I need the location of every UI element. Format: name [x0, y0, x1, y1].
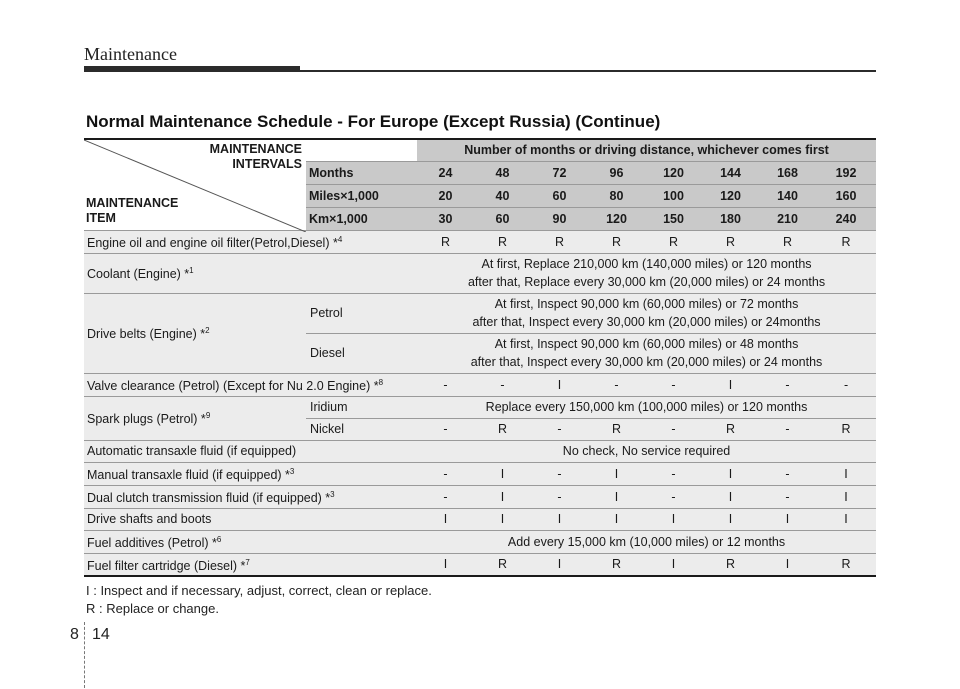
interval-cell: - [645, 485, 702, 508]
table-row-drive-belts-petrol [84, 293, 876, 333]
sub-item-label: Petrol [306, 293, 417, 333]
interval-cell: - [531, 485, 588, 508]
corner-intervals-line2: INTERVALS [232, 157, 302, 171]
item-name [84, 462, 417, 485]
interval-cell: I [474, 485, 531, 508]
interval-text-line2: after that, Replace every 30,000 km (20,000 miles) or 24 months [467, 275, 826, 289]
legend [86, 582, 432, 618]
maintenance-schedule-table [84, 138, 876, 577]
interval-cell: - [759, 485, 816, 508]
table-row-fuel-additives [84, 530, 876, 553]
footnote-ref: 7 [245, 557, 250, 567]
item-name: Drive shafts and boots [84, 508, 417, 530]
page-number: 14 [92, 626, 110, 643]
chapter-number: 8 [70, 626, 79, 643]
interval-cell: R [816, 230, 876, 253]
table-row-coolant [84, 253, 876, 293]
table-row-dual-clutch [84, 485, 876, 508]
interval-cell: I [816, 462, 876, 485]
interval-cell: - [417, 485, 474, 508]
miles-cell: 120 [702, 184, 759, 207]
km-label: Km×1,000 [306, 207, 417, 230]
footnote-ref: 6 [216, 534, 222, 544]
months-cell: 120 [645, 161, 702, 184]
interval-cell: I [702, 508, 759, 530]
interval-cell: R [474, 230, 531, 253]
interval-cell: - [759, 462, 816, 485]
km-cell: 90 [531, 207, 588, 230]
page-number-separator [84, 622, 85, 688]
interval-cell: R [531, 230, 588, 253]
item-name-text: Manual transaxle fluid (if equipped) * [87, 468, 290, 483]
interval-cell: - [759, 373, 816, 396]
interval-text-line2: after that, Inspect every 30,000 km (20,000 miles) or 24 months [470, 355, 823, 369]
footnote-ref: 8 [378, 377, 384, 387]
km-cell: 240 [816, 207, 876, 230]
interval-text-line2: after that, Inspect every 30,000 km (20,000 miles) or 24months [472, 315, 821, 329]
footnote-ref: 9 [205, 411, 211, 421]
interval-text-line1: At first, Replace 210,000 km (140,000 miles) or 120 months [481, 257, 812, 271]
table-row-manual-transaxle [84, 462, 876, 485]
months-cell: 72 [531, 161, 588, 184]
interval-cell: I [588, 508, 645, 530]
miles-cell: 140 [759, 184, 816, 207]
item-name-text: Fuel additives (Petrol) * [87, 536, 217, 551]
item-name-text: Engine oil and engine oil filter(Petrol,Diesel) * [87, 236, 338, 251]
item-name-text: Valve clearance (Petrol) (Except for Nu 2.0 Engine) * [87, 379, 379, 394]
miles-cell: 100 [645, 184, 702, 207]
km-cell: 120 [588, 207, 645, 230]
table-row-fuel-filter [84, 553, 876, 576]
interval-cell: I [474, 508, 531, 530]
interval-cell: I [816, 508, 876, 530]
interval-cell: R [816, 418, 876, 440]
corner-item-line1: MAINTENANCE [86, 195, 179, 210]
item-name [84, 293, 306, 373]
interval-cell: R [588, 418, 645, 440]
interval-cell: R [474, 553, 531, 576]
item-name [84, 553, 417, 576]
item-name: Automatic transaxle fluid (if equipped) [84, 440, 417, 462]
interval-cell: I [759, 508, 816, 530]
interval-text [417, 253, 876, 293]
interval-text [417, 333, 876, 373]
interval-cell: R [417, 230, 474, 253]
miles-cell: 20 [417, 184, 474, 207]
miles-cell: 80 [588, 184, 645, 207]
months-cell: 144 [702, 161, 759, 184]
item-name [84, 396, 306, 440]
interval-text: Replace every 150,000 km (100,000 miles) or 120 months [417, 396, 876, 418]
footnote-ref: 2 [205, 326, 210, 336]
interval-cell: R [702, 230, 759, 253]
interval-cell: I [645, 508, 702, 530]
interval-cell: - [645, 373, 702, 396]
interval-cell: R [588, 553, 645, 576]
months-cell: 168 [759, 161, 816, 184]
item-name [84, 230, 417, 253]
interval-cell: I [588, 462, 645, 485]
interval-cell: - [474, 373, 531, 396]
interval-cell: I [702, 373, 759, 396]
item-name-text: Fuel filter cartridge (Diesel) * [87, 558, 246, 573]
interval-text: No check, No service required [417, 440, 876, 462]
km-cell: 60 [474, 207, 531, 230]
corner-intervals-line1: MAINTENANCE [209, 142, 302, 156]
km-cell: 150 [645, 207, 702, 230]
interval-cell: R [702, 553, 759, 576]
sub-item-label: Iridium [306, 396, 417, 418]
interval-cell: R [702, 418, 759, 440]
sub-item-label: Diesel [306, 333, 417, 373]
interval-cell: I [531, 553, 588, 576]
interval-text-line1: At first, Inspect 90,000 km (60,000 miles) or 72 months [494, 297, 799, 311]
interval-cell: I [816, 485, 876, 508]
interval-text-line1: At first, Inspect 90,000 km (60,000 miles) or 48 months [494, 337, 799, 351]
interval-cell: R [645, 230, 702, 253]
interval-cell: R [816, 553, 876, 576]
footnote-ref: 3 [330, 489, 335, 499]
interval-cell: I [702, 462, 759, 485]
interval-cell: - [417, 373, 474, 396]
interval-text: Add every 15,000 km (10,000 miles) or 12 months [417, 530, 876, 553]
interval-cell: - [531, 418, 588, 440]
interval-cell: I [588, 485, 645, 508]
corner-item-label [86, 196, 178, 226]
item-name [84, 530, 417, 553]
interval-cell: - [816, 373, 876, 396]
km-cell: 210 [759, 207, 816, 230]
interval-cell: I [474, 462, 531, 485]
months-label: Months [306, 161, 417, 184]
miles-label: Miles×1,000 [306, 184, 417, 207]
interval-cell: I [531, 508, 588, 530]
footnote-ref: 3 [289, 466, 295, 476]
legend-inspect: I : Inspect and if necessary, adjust, correct, clean or replace. [86, 583, 432, 598]
interval-cell: - [531, 462, 588, 485]
interval-cell: - [588, 373, 645, 396]
legend-replace: R : Replace or change. [86, 601, 219, 616]
miles-cell: 40 [474, 184, 531, 207]
corner-item-line2: ITEM [86, 210, 116, 225]
item-name-text: Coolant (Engine) * [87, 267, 190, 282]
table-row-drive-shafts [84, 508, 876, 530]
interval-cell: I [417, 553, 474, 576]
header-rule-thick [84, 66, 300, 72]
table-row-auto-transaxle [84, 440, 876, 462]
interval-cell: - [645, 462, 702, 485]
table-corner-header [84, 139, 306, 230]
km-cell: 30 [417, 207, 474, 230]
footnote-ref: 4 [337, 234, 343, 244]
miles-cell: 160 [816, 184, 876, 207]
interval-cell: I [531, 373, 588, 396]
section-title: Normal Maintenance Schedule - For Europe (Except Russia) (Continue) [86, 112, 661, 131]
interval-cell: - [417, 418, 474, 440]
miles-cell: 60 [531, 184, 588, 207]
interval-cell: I [759, 553, 816, 576]
interval-cell: R [759, 230, 816, 253]
page-header-title: Maintenance [84, 44, 177, 64]
interval-cell: R [588, 230, 645, 253]
interval-cell: R [474, 418, 531, 440]
km-cell: 180 [702, 207, 759, 230]
header-rule-thin [300, 70, 876, 72]
interval-text [417, 293, 876, 333]
corner-intervals-label [210, 142, 302, 172]
table-row-spark-plugs-iridium [84, 396, 876, 418]
months-cell: 48 [474, 161, 531, 184]
interval-cell: - [645, 418, 702, 440]
item-name-text: Spark plugs (Petrol) * [87, 412, 206, 427]
interval-cell: I [702, 485, 759, 508]
interval-cell: I [417, 508, 474, 530]
interval-cell: - [759, 418, 816, 440]
months-cell: 96 [588, 161, 645, 184]
item-name-text: Drive belts (Engine) * [87, 327, 206, 342]
item-name-text: Dual clutch transmission fluid (if equipped) * [87, 491, 331, 506]
months-cell: 24 [417, 161, 474, 184]
interval-cell: I [645, 553, 702, 576]
months-cell: 192 [816, 161, 876, 184]
footnote-ref: 1 [189, 266, 194, 276]
sub-item-label: Nickel [306, 418, 417, 440]
interval-header: Number of months or driving distance, whichever comes first [417, 139, 876, 161]
item-name [84, 485, 417, 508]
item-name [84, 253, 417, 293]
table-row-valve-clearance [84, 373, 876, 396]
table-row-engine-oil [84, 230, 876, 253]
item-name [84, 373, 417, 396]
interval-cell: - [417, 462, 474, 485]
